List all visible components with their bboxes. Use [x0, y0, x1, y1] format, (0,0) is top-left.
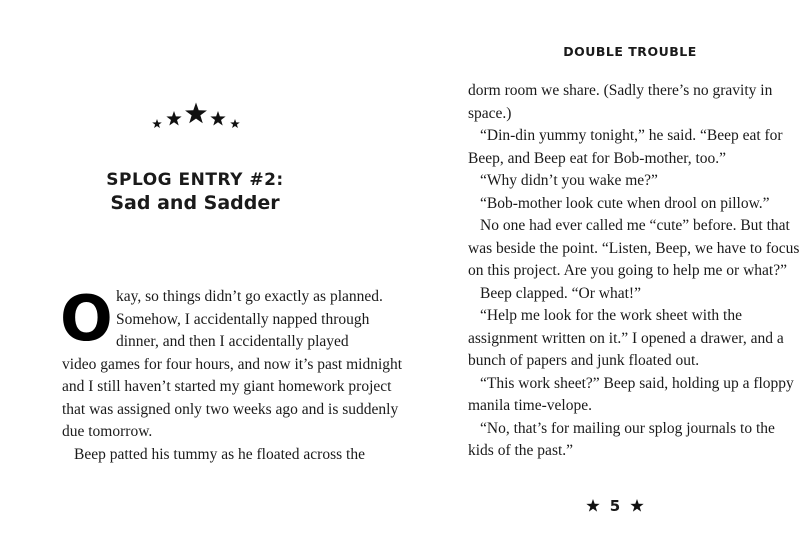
text-line: bunch of papers and junk floated out.: [468, 352, 700, 369]
star-icon: [630, 499, 644, 513]
text-line: space.): [468, 104, 512, 122]
text-line: Beep clapped. “Or what!”: [480, 284, 641, 302]
page-number: 5: [609, 497, 621, 515]
text-line: “Why didn’t you wake me?”: [480, 172, 658, 189]
text-line: “Help me look for the work sheet with the: [480, 307, 742, 324]
text-line: kay, so things didn’t go exactly as planned.: [116, 288, 383, 305]
text-line: “Din-din yummy tonight,” he said. “Beep eat for: [480, 127, 783, 144]
text-line: Beep patted his tummy as he floated across the: [74, 445, 365, 463]
text-line: assignment written on it.” I opened a drawer, and a: [468, 329, 784, 347]
star-icon: [586, 499, 600, 513]
drop-cap: O: [60, 282, 113, 355]
text-line: No one had ever called me “cute” before. But that: [480, 217, 790, 234]
text-line: due tomorrow.: [62, 423, 153, 440]
entry-title: Sad and Sadder: [110, 192, 280, 214]
text-line: “Bob-mother look cute when drool on pillow.”: [480, 194, 770, 212]
text-line: was beside the point. “Listen, Beep, we have to focus: [468, 239, 800, 257]
text-line: and I still haven’t started my giant homework project: [62, 378, 392, 395]
text-line: dorm room we share. (Sadly there’s no gravity in: [468, 82, 773, 99]
text-line: kids of the past.”: [468, 442, 574, 459]
text-line: video games for four hours, and now it’s past midnight: [62, 355, 403, 373]
right-page: [400, 0, 800, 546]
page-folio: [575, 494, 655, 518]
text-line: “This work sheet?” Beep said, holding up a floppy: [480, 374, 794, 392]
text-line: that was assigned only two weeks ago and is suddenly: [62, 400, 399, 418]
entry-label: SPLOG ENTRY #2:: [106, 170, 284, 190]
text-line: manila time-velope.: [468, 397, 592, 414]
text-line: Beep, and Beep eat for Bob-mother, too.”: [468, 149, 727, 167]
text-line: Somehow, I accidentally napped through: [116, 310, 370, 328]
text-line: “No, that’s for mailing our splog journals to the: [480, 419, 775, 437]
text-line: on this project. Are you going to help me or what?”: [468, 262, 787, 279]
running-head: DOUBLE TROUBLE: [563, 44, 697, 59]
right-body-text: [468, 80, 800, 463]
left-body-text: [60, 282, 403, 466]
stars-ornament-icon: [150, 102, 242, 132]
text-line: dinner, and then I accidentally played: [116, 333, 349, 350]
